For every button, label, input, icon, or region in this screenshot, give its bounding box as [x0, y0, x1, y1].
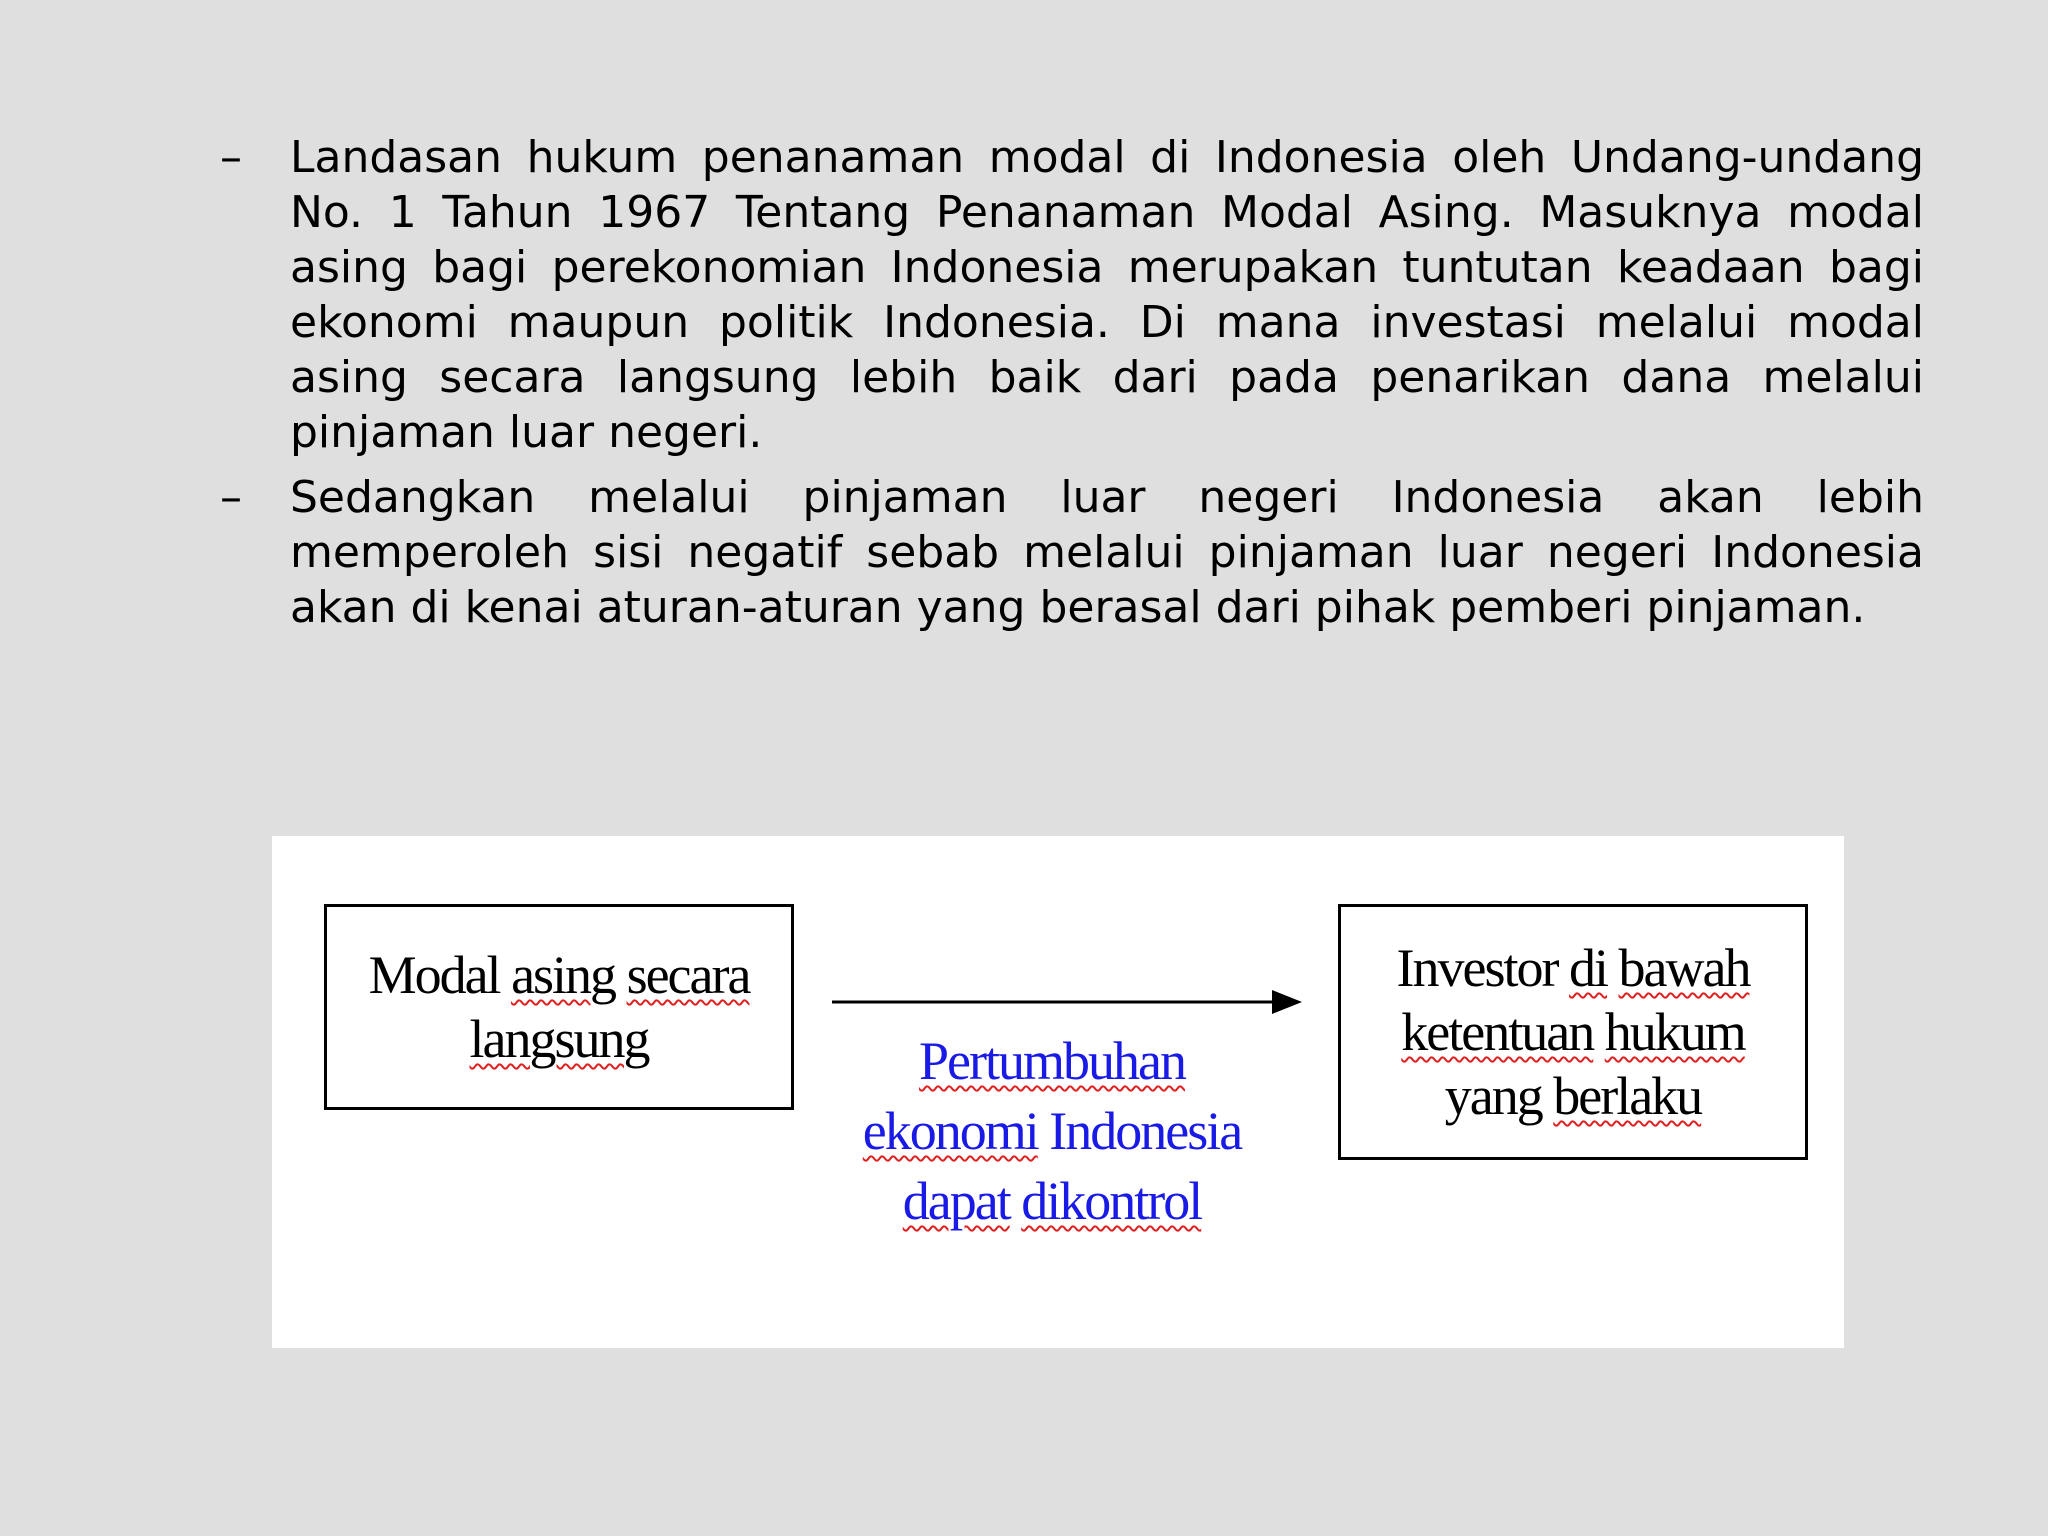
left-box-text	[369, 943, 750, 1071]
bullet-text: Landasan hukum penanaman modal di Indonesia oleh Undang-undang No. 1 Tahun 1967 Tentang Penanaman Modal Asing. Masuknya modal asing bagi perekonomian Indonesia merupakan tuntutan keadaan bagi ekonomi maupun politik Indonesia. Di mana investasi melalui modal asing secara langsung lebih baik dari pada penarikan dana melalui pinjaman luar negeri.	[290, 132, 1924, 458]
center-label-word: dapat	[902, 1171, 1010, 1231]
right-arrow-icon	[832, 984, 1302, 1020]
center-label	[842, 1026, 1262, 1236]
center-label-word: Indonesia	[1049, 1101, 1242, 1161]
left-box-word: secara	[626, 945, 750, 1005]
right-box-line-3	[1397, 1064, 1750, 1128]
right-box-word: berlaku	[1553, 1066, 1702, 1126]
bullet-list	[220, 130, 1924, 645]
right-box-line-2	[1397, 1000, 1750, 1064]
right-box-word: hukum	[1604, 1002, 1745, 1062]
left-box-word: langsung	[469, 1009, 649, 1069]
center-label-line-3	[842, 1166, 1262, 1236]
left-box-line-1	[369, 943, 750, 1007]
right-box-line-1	[1397, 936, 1750, 1000]
bullet-text: Sedangkan melalui pinjaman luar negeri Indonesia akan lebih memperoleh sisi negatif sebab melalui pinjaman luar negeri Indonesia akan di kenai aturan-aturan yang berasal dari pihak pemberi pinjaman.	[290, 472, 1924, 633]
bullet-item	[220, 130, 1924, 460]
center-label-word: dikontrol	[1021, 1171, 1202, 1231]
left-box-word: asing	[511, 945, 616, 1005]
right-box-word: Investor	[1396, 938, 1558, 998]
right-box	[1338, 904, 1808, 1160]
left-box	[324, 904, 794, 1110]
right-box-text	[1397, 936, 1750, 1128]
right-box-word: ketentuan	[1401, 1002, 1594, 1062]
left-box-line-2	[369, 1007, 750, 1071]
center-label-word: ekonomi	[862, 1101, 1038, 1161]
right-box-word: di	[1569, 938, 1608, 998]
left-box-word: Modal	[368, 945, 500, 1005]
center-label-line-2	[842, 1096, 1262, 1166]
center-label-word: Pertumbuhan	[919, 1031, 1185, 1091]
right-box-word: bawah	[1618, 938, 1750, 998]
flow-diagram	[272, 836, 1844, 1348]
bullet-dash: –	[220, 132, 242, 183]
bullet-dash: –	[220, 472, 242, 523]
bullet-item	[220, 470, 1924, 635]
right-box-word: yang	[1444, 1066, 1542, 1126]
center-label-line-1	[842, 1026, 1262, 1096]
